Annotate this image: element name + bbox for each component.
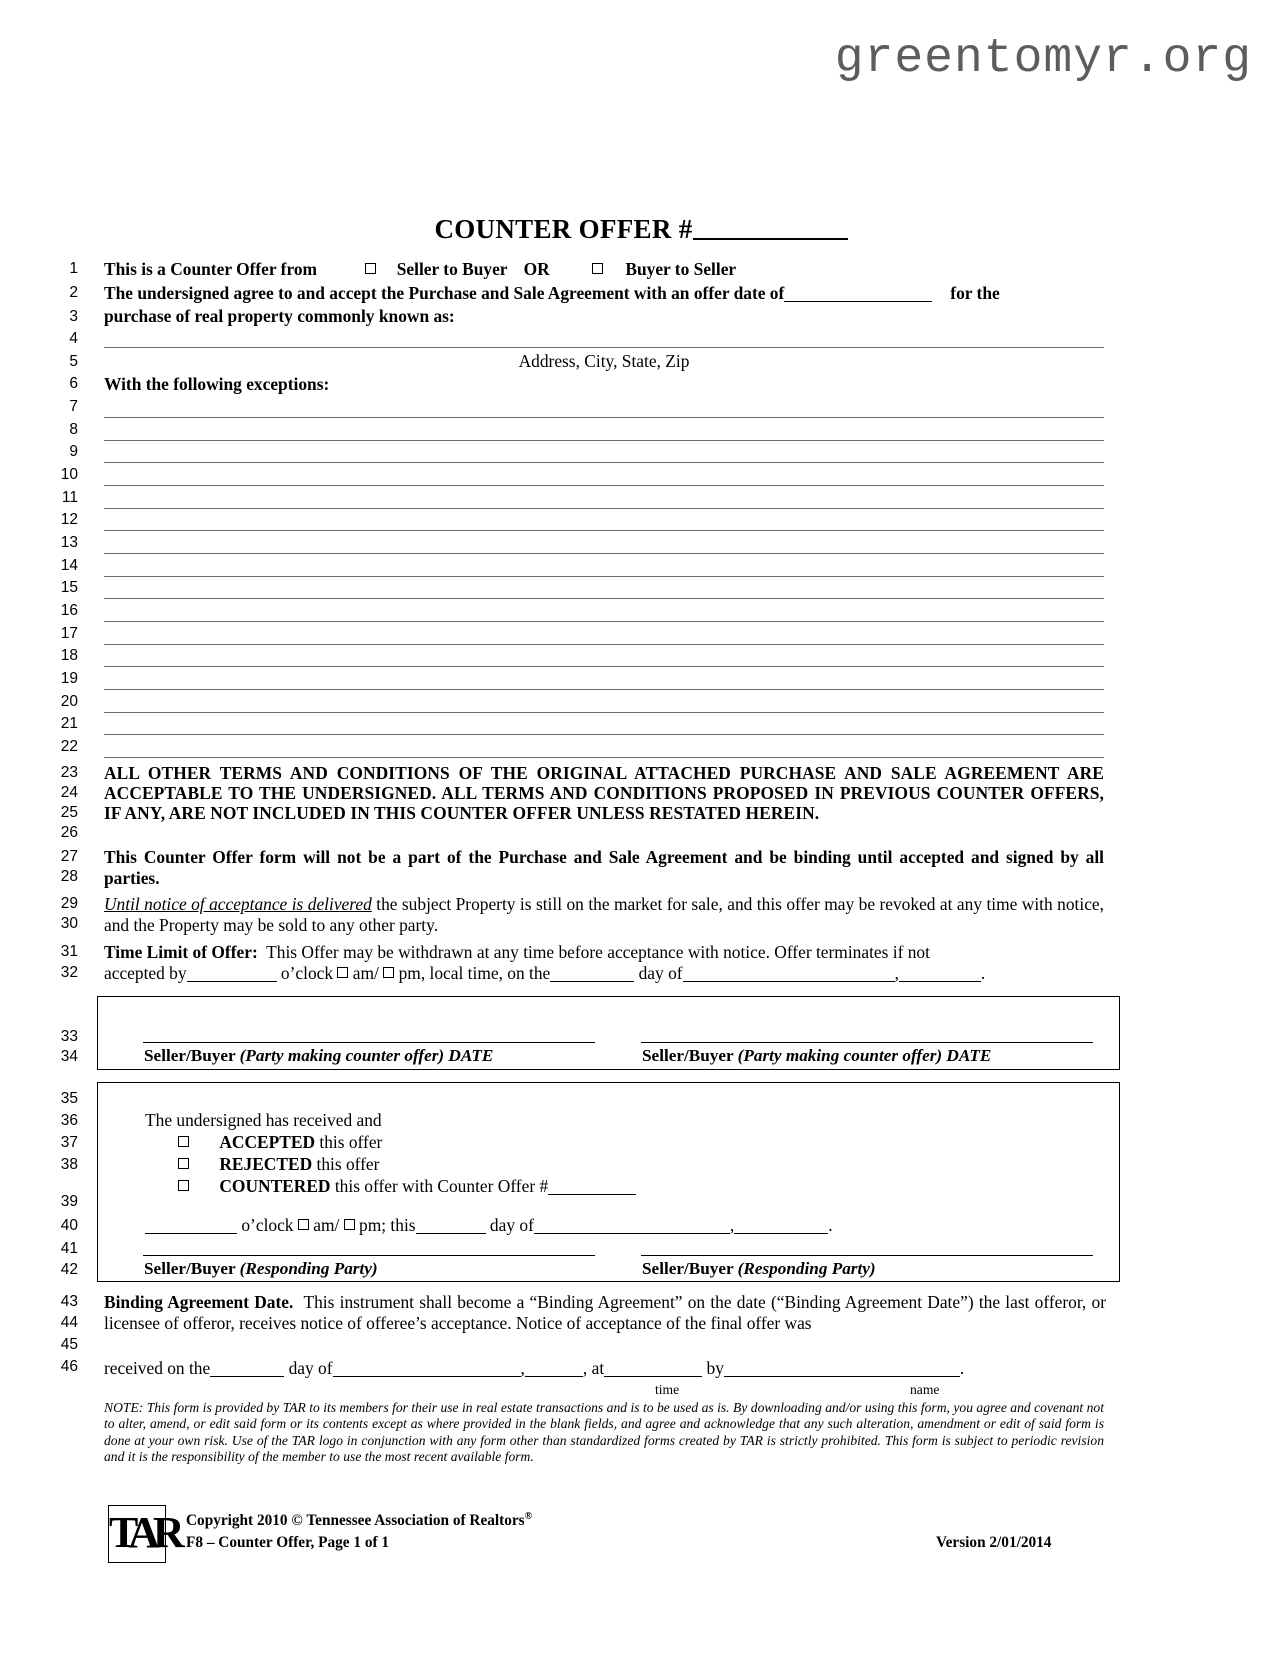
time-limit-body: This Offer may be withdrawn at any time before acceptance with notice. Offer terminates if not xyxy=(266,942,930,962)
binding-agreement-paragraph xyxy=(104,1292,1106,1333)
offer-date-row xyxy=(104,283,1104,304)
line-number: 30 xyxy=(60,915,78,932)
line-number: 10 xyxy=(60,466,78,483)
copyright-text: Copyright 2010 © Tennessee Association of Realtors xyxy=(186,1512,525,1529)
accepted-by-hour-blank[interactable] xyxy=(187,966,277,982)
address-caption: Address, City, State, Zip xyxy=(518,351,690,371)
line-number: 38 xyxy=(60,1156,78,1173)
line-number: 29 xyxy=(60,895,78,912)
signature-label-right-1 xyxy=(642,1046,991,1066)
counter-offer-number-blank[interactable] xyxy=(693,238,848,240)
line-number: 39 xyxy=(60,1193,78,1210)
received-year-blank[interactable] xyxy=(525,1361,583,1377)
exception-blank-line[interactable] xyxy=(104,530,1104,531)
checkbox-seller-to-buyer[interactable] xyxy=(365,263,376,274)
binding-agreement-label: Binding Agreement Date. xyxy=(104,1292,294,1312)
exception-blank-line[interactable] xyxy=(104,734,1104,735)
time-limit-paragraph xyxy=(104,942,1104,963)
line-number: 23 xyxy=(60,764,78,781)
year-blank[interactable] xyxy=(899,966,981,982)
received-name-blank[interactable] xyxy=(724,1361,960,1377)
day-of-label: day of xyxy=(638,963,683,983)
page-title-text: COUNTER OFFER # xyxy=(434,214,693,244)
all-terms-paragraph: ALL OTHER TERMS AND CONDITIONS OF THE ORIGINAL ATTACHED PURCHASE AND SALE AGREEMENT ARE ACCEPTABLE TO THE UNDERSIGNED. ALL TERMS AND CONDITIONS PROPOSED IN PREVIOUS COUNTER OFFERS, IF ANY, ARE NOT INCLUDED IN THIS COUNTER OFFER UNLESS RESTATED HEREIN. xyxy=(104,763,1104,824)
exception-blank-line[interactable] xyxy=(104,712,1104,713)
caption-name: name xyxy=(910,1382,940,1397)
received-at-label: , at xyxy=(582,1358,605,1378)
checkbox-am[interactable] xyxy=(337,967,348,978)
label-or: OR xyxy=(523,259,550,279)
exception-blank-line[interactable] xyxy=(104,689,1104,690)
binding-until-accepted-paragraph: This Counter Offer form will not be a part of the Purchase and Sale Agreement and be binding until accepted and signed by all parties. xyxy=(104,847,1104,888)
signature-label-left-2 xyxy=(144,1259,378,1279)
response-month-blank[interactable] xyxy=(534,1218,730,1234)
line-number: 18 xyxy=(60,647,78,664)
line-number: 8 xyxy=(69,421,78,438)
rejected-rest: this offer xyxy=(312,1154,380,1174)
signature-label-left-1 xyxy=(144,1046,493,1066)
address-blank-line[interactable] xyxy=(104,347,1104,348)
line-number: 43 xyxy=(60,1293,78,1310)
line-number: 44 xyxy=(60,1314,78,1331)
line-number: 24 xyxy=(60,784,78,801)
registered-mark: ® xyxy=(524,1511,533,1522)
line-number: 26 xyxy=(60,824,78,841)
tar-logo-text: TAR xyxy=(109,1508,178,1557)
line-number: 19 xyxy=(60,670,78,687)
line-number: 40 xyxy=(60,1217,78,1234)
countered-offer-number-blank[interactable] xyxy=(548,1179,636,1195)
signature-label-left-2-bold: Seller/Buyer xyxy=(144,1259,236,1278)
response-hour-blank[interactable] xyxy=(145,1218,237,1234)
response-pm-this-label: pm; this xyxy=(359,1215,416,1235)
exception-blank-line[interactable] xyxy=(104,757,1104,758)
copyright-line xyxy=(186,1511,532,1530)
offer-date-blank[interactable] xyxy=(784,286,932,302)
property-known-as-label: purchase of real property commonly known as: xyxy=(104,306,455,326)
response-oclock-label: o’clock xyxy=(241,1215,294,1235)
line-number: 15 xyxy=(60,579,78,596)
exception-blank-line[interactable] xyxy=(104,485,1104,486)
page-title xyxy=(0,214,1282,245)
line-number: 20 xyxy=(60,693,78,710)
checkbox-response-am[interactable] xyxy=(298,1219,309,1230)
line-number: 16 xyxy=(60,602,78,619)
line-number: 13 xyxy=(60,534,78,551)
line-number: 45 xyxy=(60,1336,78,1353)
line-number: 1 xyxy=(69,260,78,277)
signature-label-left-2-italic: (Responding Party) xyxy=(239,1259,378,1278)
signature-label-right-2 xyxy=(642,1259,876,1279)
counter-offer-direction-row xyxy=(104,259,1104,280)
response-day-blank[interactable] xyxy=(416,1218,486,1234)
counter-offer-from-label: This is a Counter Offer from xyxy=(104,259,318,279)
for-the-label: for the xyxy=(950,283,1000,303)
response-comma: , xyxy=(729,1215,735,1235)
response-option-countered[interactable] xyxy=(178,1176,1078,1197)
received-month-blank[interactable] xyxy=(333,1361,521,1377)
line-number: 6 xyxy=(69,375,78,392)
line-number: 25 xyxy=(60,804,78,821)
response-option-accepted[interactable] xyxy=(178,1132,1078,1153)
line-number: 42 xyxy=(60,1261,78,1278)
response-option-rejected[interactable] xyxy=(178,1154,1078,1175)
tar-logo xyxy=(108,1505,178,1563)
line-number: 5 xyxy=(69,353,78,370)
received-day-of-label: day of xyxy=(288,1358,333,1378)
binding-agreement-fill-row xyxy=(104,1358,1106,1379)
signature-label-right-2-italic: (Responding Party) xyxy=(737,1259,876,1278)
checkbox-accepted[interactable] xyxy=(178,1136,189,1147)
time-limit-label: Time Limit of Offer: xyxy=(104,942,258,962)
exception-blank-line[interactable] xyxy=(104,666,1104,667)
accepted-label: ACCEPTED xyxy=(219,1132,316,1152)
response-year-blank[interactable] xyxy=(734,1218,828,1234)
exception-blank-line[interactable] xyxy=(104,440,1104,441)
day-blank[interactable] xyxy=(550,966,634,982)
exception-blank-line[interactable] xyxy=(104,462,1104,463)
label-seller-to-buyer: Seller to Buyer xyxy=(396,259,508,279)
revocation-emphasis: Until notice of acceptance is delivered xyxy=(104,894,372,914)
month-blank[interactable] xyxy=(683,966,895,982)
line-number: 46 xyxy=(60,1358,78,1375)
response-day-of-label: day of xyxy=(489,1215,534,1235)
checkbox-countered[interactable] xyxy=(178,1180,189,1191)
checkbox-buyer-to-seller[interactable] xyxy=(592,263,603,274)
signature-label-left-1-bold: Seller/Buyer xyxy=(144,1046,236,1065)
line-number: 9 xyxy=(69,443,78,460)
time-limit-fill-row xyxy=(104,963,1104,984)
line-number: 36 xyxy=(60,1112,78,1129)
response-period: . xyxy=(828,1215,833,1235)
checkbox-response-pm[interactable] xyxy=(344,1219,355,1230)
period-1: . xyxy=(980,963,986,983)
signature-label-right-1-italic: (Party making counter offer) DATE xyxy=(737,1046,992,1065)
signature-line-left-1[interactable] xyxy=(143,1042,595,1043)
line-number: 28 xyxy=(60,868,78,885)
received-day-blank[interactable] xyxy=(210,1361,284,1377)
line-number: 35 xyxy=(60,1090,78,1107)
signature-label-right-2-bold: Seller/Buyer xyxy=(642,1259,734,1278)
binding-agreement-body: This instrument shall become a “Binding Agreement” on the date (“Binding Agreement Date”) the last offeror, or licensee of offeror, receives notice of offeree’s acceptance. Notice of acceptance of the final offer was xyxy=(104,1292,1106,1333)
accepted-by-label: accepted by xyxy=(104,963,187,983)
signature-line-right-2[interactable] xyxy=(641,1255,1093,1256)
line-number: 32 xyxy=(60,964,78,981)
label-buyer-to-seller: Buyer to Seller xyxy=(625,259,737,279)
oclock-label: o’clock xyxy=(280,963,334,983)
form-id: F8 – Counter Offer, Page 1 of 1 xyxy=(186,1534,390,1551)
signature-label-right-1-bold: Seller/Buyer xyxy=(642,1046,734,1065)
exception-blank-line[interactable] xyxy=(104,508,1104,509)
comma-1: , xyxy=(894,963,899,983)
signature-line-right-1[interactable] xyxy=(641,1042,1093,1043)
line-number: 37 xyxy=(60,1134,78,1151)
received-period: . xyxy=(959,1358,965,1378)
line-number: 12 xyxy=(60,511,78,528)
revocation-paragraph xyxy=(104,894,1104,935)
line-number: 11 xyxy=(61,489,78,506)
line-number: 14 xyxy=(60,557,78,574)
am-label: am/ xyxy=(352,963,379,983)
exception-blank-line[interactable] xyxy=(104,598,1104,599)
line-number: 33 xyxy=(60,1028,78,1045)
exception-blank-line[interactable] xyxy=(104,644,1104,645)
note-paragraph: NOTE: This form is provided by TAR to its members for their use in real estate transactions and is to be used as is. By downloading and/or using this form, you agree and covenant not to alter, amend, or edit said form or its contents except as where provided in the blank fields, and agree and acknowledge that any such alteration, amendment or edit of said form is done at your own risk. Use of the TAR logo in conjunction with any form other than standardized forms created by TAR is strictly prohibited. This form is subject to periodic revision and it is the responsibility of the member to use the most recent available form. xyxy=(104,1400,1104,1465)
rejected-label: REJECTED xyxy=(219,1154,313,1174)
exception-blank-line[interactable] xyxy=(104,417,1104,418)
form-version: Version 2/01/2014 xyxy=(936,1534,1052,1551)
revocation-rest: the subject Property is still on the market for sale, and this offer may be revoked at any time with notice, and the Property may be sold to any other party. xyxy=(104,894,1104,935)
response-am-label: am/ xyxy=(313,1215,340,1235)
line-number: 27 xyxy=(60,848,78,865)
countered-rest: this offer with Counter Offer # xyxy=(330,1176,549,1196)
caption-time: time xyxy=(655,1382,680,1397)
line-number: 7 xyxy=(69,398,78,415)
signature-line-left-2[interactable] xyxy=(143,1255,595,1256)
received-on-the-label: received on the xyxy=(104,1358,211,1378)
exception-blank-line[interactable] xyxy=(104,553,1104,554)
line-number: 3 xyxy=(69,308,78,325)
line-number: 34 xyxy=(60,1048,78,1065)
line-number: 31 xyxy=(60,943,78,960)
response-time-row xyxy=(145,1215,1045,1236)
line-number: 41 xyxy=(60,1240,78,1257)
watermark-text: greentomyr.org xyxy=(834,32,1252,86)
line-number: 4 xyxy=(69,330,78,347)
received-by-label: by xyxy=(706,1358,724,1378)
accepted-rest: this offer xyxy=(315,1132,383,1152)
countered-label: COUNTERED xyxy=(219,1176,331,1196)
offer-date-label: The undersigned agree to and accept the Purchase and Sale Agreement with an offer date of xyxy=(104,283,785,303)
checkbox-pm[interactable] xyxy=(383,967,394,978)
received-time-blank[interactable] xyxy=(604,1361,702,1377)
exception-blank-line[interactable] xyxy=(104,576,1104,577)
signature-label-left-1-italic: (Party making counter offer) DATE xyxy=(239,1046,494,1065)
received-comma: , xyxy=(520,1358,525,1378)
line-number: 21 xyxy=(60,715,78,732)
line-number: 22 xyxy=(60,738,78,755)
line-number: 2 xyxy=(69,284,78,301)
exception-blank-line[interactable] xyxy=(104,621,1104,622)
exceptions-label: With the following exceptions: xyxy=(104,374,330,394)
pm-local-time-label: pm, local time, on the xyxy=(398,963,551,983)
checkbox-rejected[interactable] xyxy=(178,1158,189,1169)
line-number: 17 xyxy=(60,625,78,642)
response-intro: The undersigned has received and xyxy=(145,1110,382,1130)
